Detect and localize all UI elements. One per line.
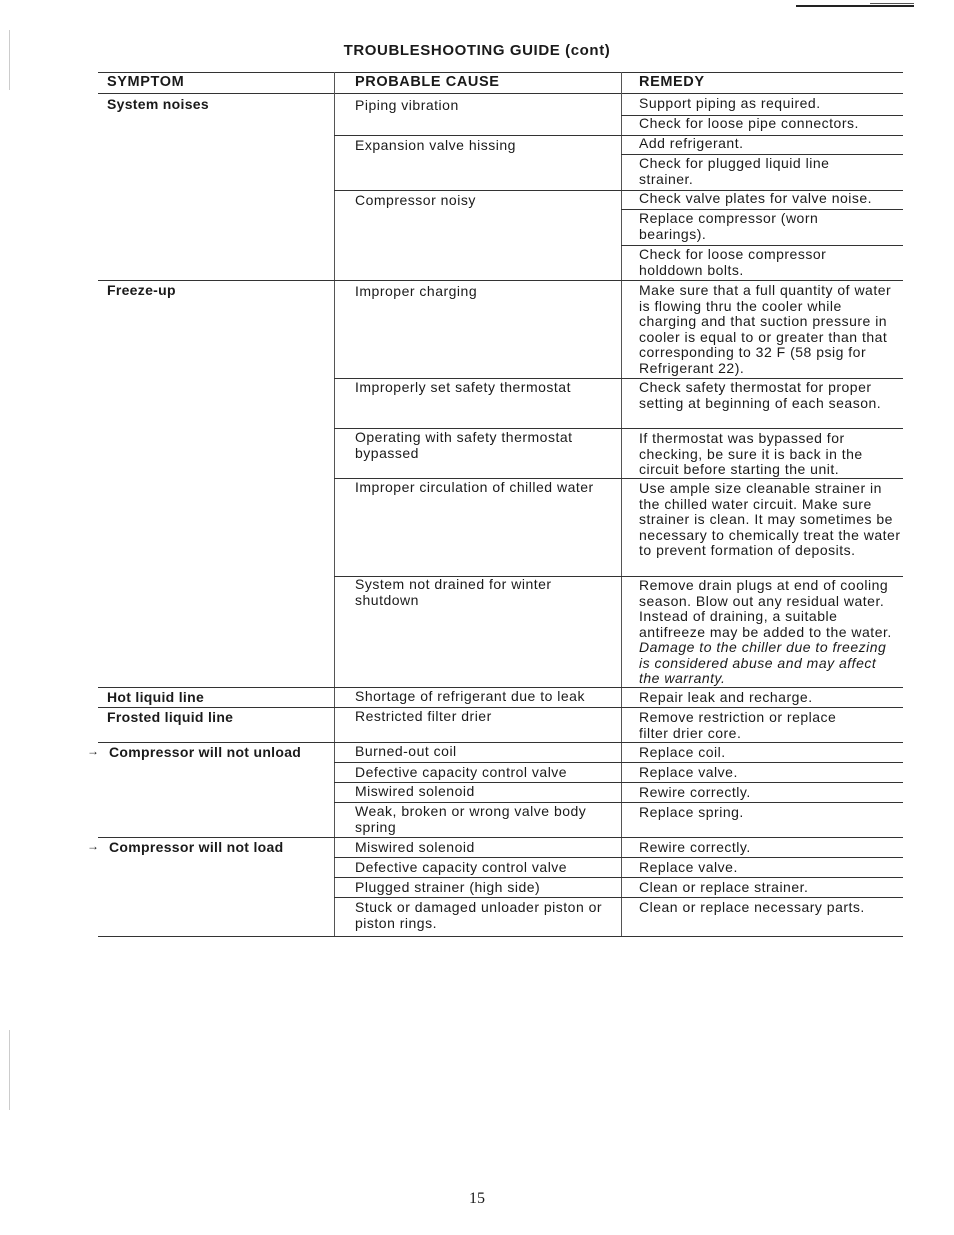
- remedy-text: Check for loose compressor holddown bolts.: [639, 246, 827, 278]
- remedy-text: Check valve plates for valve noise.: [639, 190, 873, 206]
- header-remedy: REMEDY: [639, 74, 705, 90]
- remedy-text: Repair leak and recharge.: [639, 689, 813, 705]
- group-rule: [98, 707, 903, 708]
- remedy-text: Check for plugged liquid line strainer.: [639, 155, 830, 187]
- cause-rule: [334, 877, 903, 878]
- remedy-text: Check for loose pipe connectors.: [639, 115, 859, 131]
- warranty-warning: Damage to the chiller due to freezing is considered abuse and may affect the warranty.: [639, 639, 887, 686]
- cause-text: Expansion valve hissing: [355, 137, 516, 153]
- table-bottom-rule: [98, 936, 903, 937]
- top-scan-mark: [796, 5, 914, 7]
- cause-text: Improper circulation of chilled water: [355, 479, 594, 495]
- column-divider-remedy: [621, 72, 622, 936]
- cause-text: Improperly set safety thermostat: [355, 379, 571, 395]
- remedy-text: Rewire correctly.: [639, 839, 751, 855]
- scan-edge-mark: [9, 30, 10, 90]
- remedy-text: Rewire correctly.: [639, 784, 751, 800]
- cause-text: Compressor noisy: [355, 192, 476, 208]
- cause-rule: [334, 857, 903, 858]
- arrow-icon: →: [87, 839, 99, 853]
- remedy-text: Use ample size cleanable strainer in the chilled water circuit. Make sure strainer is clean. It may sometimes be necessary to chemically treat the water to prevent formation of deposits.: [639, 480, 901, 558]
- symptom-compressor-will-not-unload: Compressor will not unload: [109, 744, 302, 760]
- remedy-text: Replace coil.: [639, 744, 726, 760]
- header-bottom-rule: [98, 93, 903, 94]
- remedy-text: Support piping as required.: [639, 95, 821, 111]
- group-rule: [98, 280, 903, 281]
- header-symptom: SYMPTOM: [107, 74, 185, 90]
- header-top-rule: [98, 72, 903, 73]
- symptom-compressor-will-not-load: Compressor will not load: [109, 839, 284, 855]
- group-rule: [98, 742, 903, 743]
- remedy-text: Check safety thermostat for proper setting at beginning of each season.: [639, 379, 882, 411]
- cause-text: Piping vibration: [355, 97, 459, 113]
- page-title: TROUBLESHOOTING GUIDE (cont): [343, 42, 611, 59]
- symptom-freeze-up: Freeze-up: [107, 282, 176, 298]
- cause-text: Miswired solenoid: [355, 839, 475, 855]
- top-scan-mark-2: [870, 3, 914, 4]
- remedy-text: Clean or replace strainer.: [639, 879, 809, 895]
- remedy-text: Replace spring.: [639, 804, 744, 820]
- symptom-frosted-liquid-line: Frosted liquid line: [107, 709, 234, 725]
- remedy-text: Replace valve.: [639, 859, 738, 875]
- cause-rule: [334, 762, 903, 763]
- symptom-system-noises: System noises: [107, 96, 209, 112]
- remedy-text: Clean or replace necessary parts.: [639, 899, 865, 915]
- cause-text: Operating with safety thermostat bypassed: [355, 429, 573, 461]
- cause-text: Miswired solenoid: [355, 783, 475, 799]
- remedy-text: [639, 578, 901, 687]
- cause-text: Burned-out coil: [355, 743, 457, 759]
- scan-edge-mark: [9, 1030, 10, 1110]
- remedy-text: Add refrigerant.: [639, 135, 744, 151]
- cause-rule: [334, 897, 903, 898]
- cause-text: Plugged strainer (high side): [355, 879, 541, 895]
- symptom-hot-liquid-line: Hot liquid line: [107, 689, 205, 705]
- remedy-text-plain: Remove drain plugs at end of cooling season. Blow out any residual water. Instead of draining, a suitable antifreeze may be added to the water.: [639, 577, 892, 640]
- remedy-text: If thermostat was bypassed for checking, be sure it is back in the circuit before starting the unit.: [639, 430, 863, 477]
- cause-text: System not drained for winter shutdown: [355, 576, 552, 608]
- remedy-text: Remove restriction or replace filter drier core.: [639, 709, 837, 741]
- column-divider-cause: [334, 72, 335, 936]
- cause-text: Weak, broken or wrong valve body spring: [355, 803, 587, 835]
- header-probable-cause: PROBABLE CAUSE: [355, 74, 500, 90]
- remedy-text: Replace compressor (worn bearings).: [639, 210, 819, 242]
- group-rule: [98, 837, 903, 838]
- page-number: 15: [469, 1190, 485, 1207]
- remedy-text: Make sure that a full quantity of water is flowing thru the cooler while charging and that suction pressure in cooler is equal to or greater than that corresponding to 32 F (58 psig for Refrigerant 22).: [639, 282, 892, 376]
- cause-text: Stuck or damaged unloader piston or piston rings.: [355, 899, 603, 931]
- cause-text: Restricted filter drier: [355, 708, 492, 724]
- cause-text: Improper charging: [355, 283, 478, 299]
- remedy-text: Replace valve.: [639, 764, 738, 780]
- cause-text: Defective capacity control valve: [355, 764, 568, 780]
- cause-text: Defective capacity control valve: [355, 859, 568, 875]
- arrow-icon: →: [87, 744, 99, 758]
- cause-text: Shortage of refrigerant due to leak: [355, 688, 585, 704]
